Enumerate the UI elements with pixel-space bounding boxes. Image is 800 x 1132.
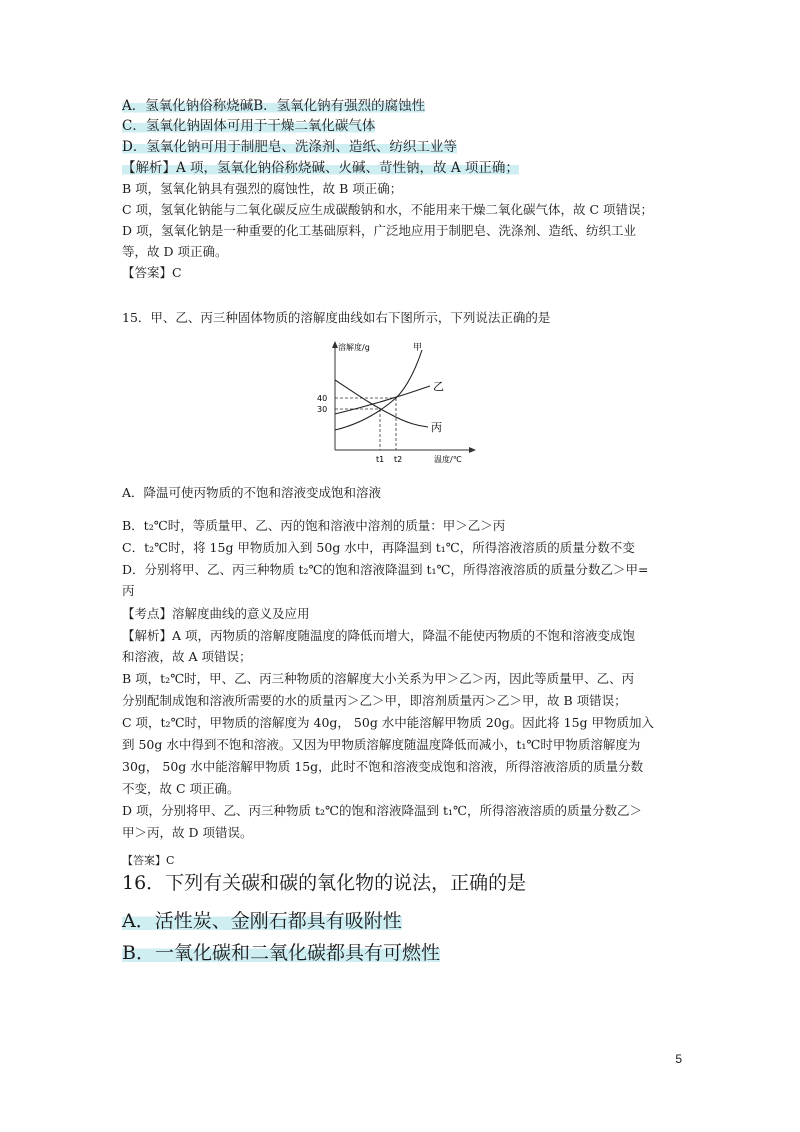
analysis-15-line-10: 甲＞丙，故 D 项错误。 xyxy=(122,825,253,840)
label-bing: 丙 xyxy=(431,421,442,434)
curve-jia xyxy=(335,350,422,430)
option-15-d-cont: 丙 xyxy=(122,583,135,598)
question-16: 16．下列有关碳和碳的氧化物的说法，正确的是 xyxy=(122,872,527,894)
analysis-14-line-2: B 项，氢氧化钠具有强烈的腐蚀性，故 B 项正确； xyxy=(122,181,403,196)
answer-15: 【答案】C xyxy=(122,854,175,867)
analysis-15-line-8: 不变，故 C 项正确。 xyxy=(122,781,240,796)
option-15-d: D．分别将甲、乙、丙三种物质 t₂℃的饱和溶液降温到 t₁℃，所得溶液溶质的质量分数乙＞甲= xyxy=(122,562,649,577)
y-axis-label: 溶解度/g xyxy=(338,343,370,352)
label-jia: 甲 xyxy=(413,343,423,353)
option-14-a-b: A．氢氧化钠俗称烧碱B．氢氧化钠有强烈的腐蚀性 xyxy=(122,98,426,114)
question-15: 15．甲、乙、丙三种固体物质的溶解度曲线如右下图所示，下列说法正确的是 xyxy=(122,310,551,325)
analysis-15-line-1: 【解析】A 项，丙物质的溶解度随温度的降低而增大，降温不能使丙物质的不饱和溶液变成饱 xyxy=(122,628,636,643)
analysis-14-line-3: C 项，氢氧化钠能与二氧化碳反应生成碳酸钠和水，不能用来干燥二氧化碳气体，故 C 项错误； xyxy=(122,202,654,217)
tick-40: 40 xyxy=(317,394,328,403)
tick-30: 30 xyxy=(317,405,328,414)
solubility-curve-figure xyxy=(300,338,490,473)
tick-t2: t2 xyxy=(394,455,403,464)
option-16-b: B．一氧化碳和二氧化碳都具有可燃性 xyxy=(122,942,440,964)
answer-14: 【答案】C xyxy=(122,265,182,280)
option-16-a: A．活性炭、金刚石都具有吸附性 xyxy=(122,910,402,932)
analysis-14-line-4: D 项，氢氧化钠是一种重要的化工基础原料，广泛地应用于制肥皂、洗涤剂、造纸、纺织工业 xyxy=(122,223,636,238)
label-yi: 乙 xyxy=(433,380,444,393)
key-point-15: 【考点】溶解度曲线的意义及应用 xyxy=(122,606,310,621)
tick-t1: t1 xyxy=(376,455,385,464)
option-14-d: D．氢氧化钠可用于制肥皂、洗涤剂、造纸、纺织工业等 xyxy=(122,139,457,155)
option-14-c: C．氢氧化钠固体可用于干燥二氧化碳气体 xyxy=(122,118,376,134)
option-15-a: A．降温可使丙物质的不饱和溶液变成饱和溶液 xyxy=(122,485,382,500)
page-number: 5 xyxy=(675,1052,682,1066)
curve-bing xyxy=(335,380,428,427)
analysis-15-line-9: D 项，分别将甲、乙、丙三种物质 t₂℃的饱和溶液降温到 t₁℃，所得溶液溶质的质量分数乙＞ xyxy=(122,803,642,818)
analysis-15-line-2: 和溶液，故 A 项错误； xyxy=(122,649,252,664)
analysis-15-line-4: 分别配制成饱和溶液所需要的水的质量丙＞乙＞甲，即溶剂质量丙＞乙＞甲，故 B 项错误； xyxy=(122,693,627,708)
option-15-c: C．t₂℃时，将 15g 甲物质加入到 50g 水中，再降温到 t₁℃，所得溶液溶质的质量分数不变 xyxy=(122,540,635,555)
analysis-15-line-5: C 项，t₂℃时，甲物质的溶解度为 40g， 50g 水中能溶解甲物质 20g。因此将 15g 甲物质加入 xyxy=(122,715,655,730)
analysis-14-line-5: 等，故 D 项正确。 xyxy=(122,244,228,259)
analysis-15-line-7: 30g， 50g 水中能溶解甲物质 15g，此时不饱和溶液变成饱和溶液，所得溶液溶质的质量分数 xyxy=(122,759,644,774)
option-15-b: B．t₂℃时，等质量甲、乙、丙的饱和溶液中溶剂的质量：甲＞乙＞丙 xyxy=(122,518,506,533)
analysis-15-line-3: B 项，t₂℃时，甲、乙、丙三种物质的溶解度大小关系为甲＞乙＞丙，因此等质量甲、乙、丙 xyxy=(122,671,635,686)
analysis-15-line-6: 到 50g 水中得到不饱和溶液。又因为甲物质溶解度随温度降低而减小，t₁℃时甲物质溶解度为 xyxy=(122,737,641,752)
x-axis-arrow xyxy=(469,447,476,453)
x-axis-label: 温度/℃ xyxy=(434,455,462,464)
analysis-14-line-1: 【解析】A 项，氢氧化钠俗称烧碱、火碱、苛性钠，故 A 项正确； xyxy=(122,160,519,176)
